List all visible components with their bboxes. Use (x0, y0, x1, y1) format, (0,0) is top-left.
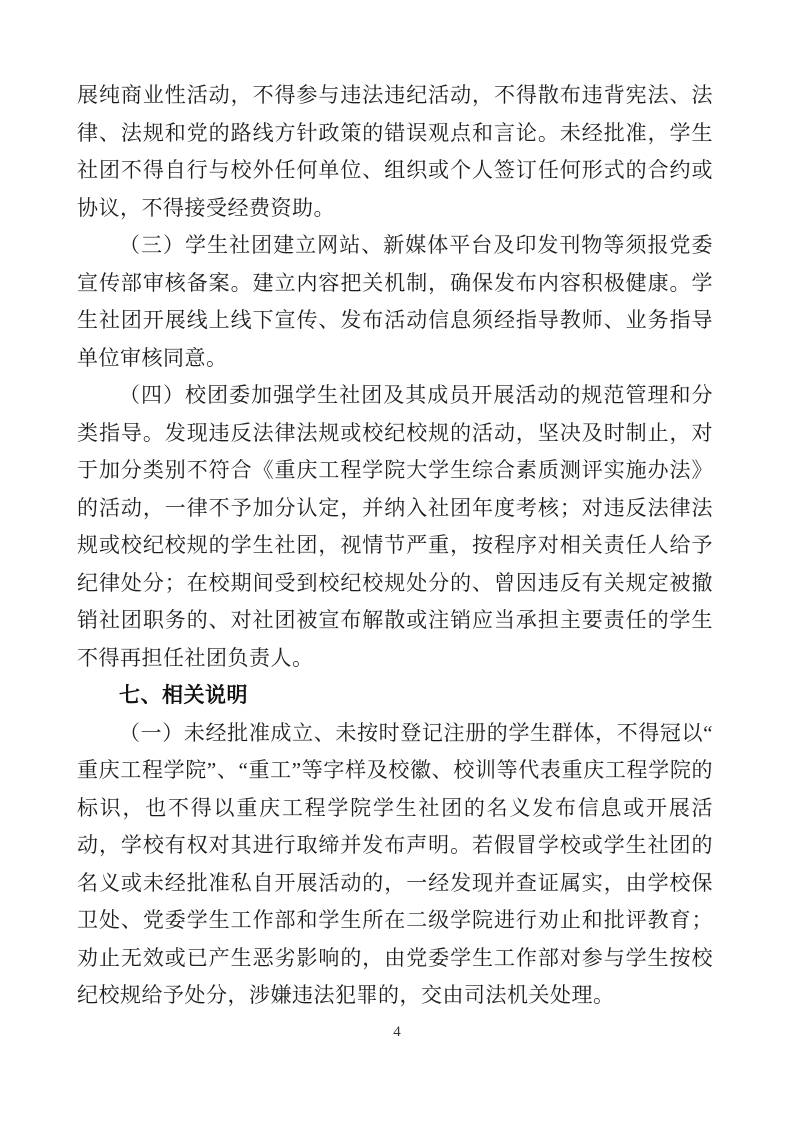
document-body (77, 77, 713, 1015)
section-heading-related-notes: 七、相关说明 (119, 684, 248, 707)
paragraph-continuation: 展纯商业性活动，不得参与违法违纪活动，不得散布违背宪法、法律、法规和党的路线方针政策的错误观点和言论。未经批准，学生社团不得自行与校外任何单位、组织或个人签订任何形式的合约或协议，不得接受经费资助。 (77, 83, 713, 220)
paragraph-item-three: （三）学生社团建立网站、新媒体平台及印发刊物等须报党委宣传部审核备案。建立内容把关机制，确保发布内容积极健康。学生社团开展线上线下宣传、发布活动信息须经指导教师、业务指导单位审核同意。 (77, 233, 713, 370)
paragraph-item-four: （四）校团委加强学生社团及其成员开展活动的规范管理和分类指导。发现违反法律法规或校纪校规的活动，坚决及时制止，对于加分类别不符合《重庆工程学院大学生综合素质测评实施办法》的活动，一律不予加分认定，并纳入社团年度考核；对违反法律法规或校纪校规的学生社团，视情节严重，按程序对相关责任人给予纪律处分；在校期间受到校纪校规处分的、曾因违反有关规定被撤销社团职务的、对社团被宣布解散或注销应当承担主要责任的学生不得再担任社团负责人。 (77, 383, 713, 670)
page-number: 4 (393, 1024, 401, 1040)
paragraph-note-one: （一）未经批准成立、未按时登记注册的学生群体，不得冠以“ 重庆工程学院”、“重工”等字样及校徽、校训等代表重庆工程学院的标识，也不得以重庆工程学院学生社团的名义发布信息或开展活动，学校有权对其进行取缔并发布声明。若假冒学校或学生社团的名义或未经批准私自开展活动的，一经发现并查证属实，由学校保卫处、党委学生工作部和学生所在二级学院进行劝止和批评教育；劝止无效或已产生恶劣影响的，由党委学生工作部对参与学生按校纪校规给予处分，涉嫌违法犯罪的，交由司法机关处理。 (77, 720, 713, 1007)
